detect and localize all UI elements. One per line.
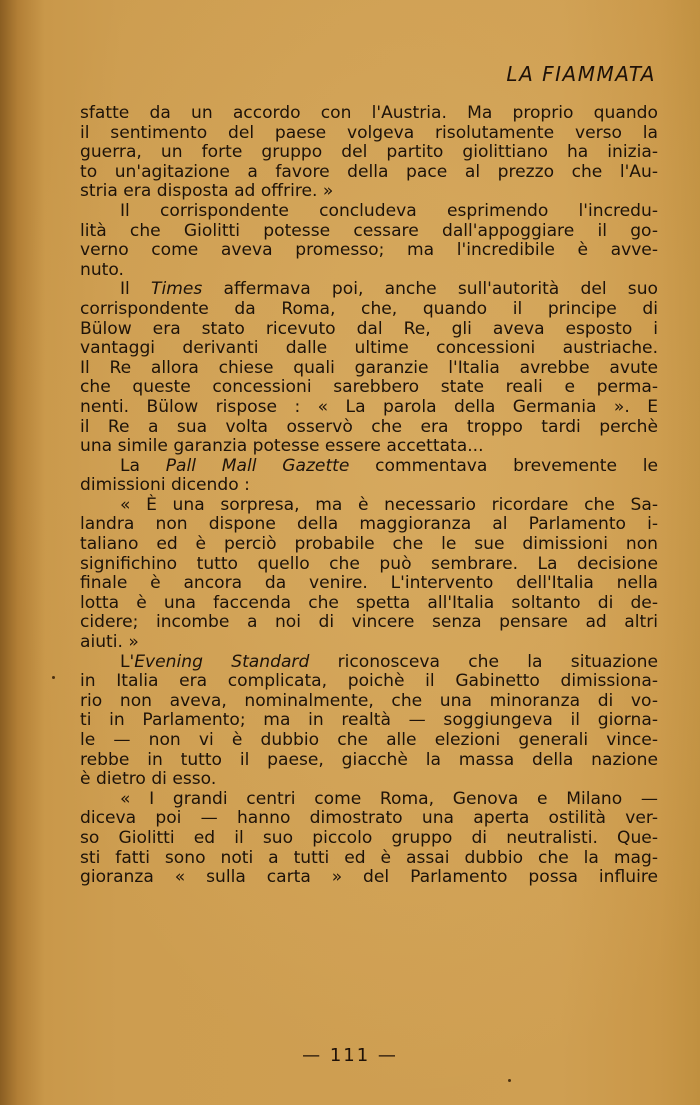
text-line: gioranza « sulla carta » del Parlamento possa influire [80, 867, 658, 888]
page-number: — 111 — [302, 1045, 398, 1066]
text-line: nenti. Bülow rispose : « La parola della Germania ». E [80, 396, 658, 417]
running-header: LA FIAMMATA [506, 62, 656, 86]
text-line: il Re a sua volta osservò che era troppo tardi perchè [80, 416, 658, 437]
text-line: una simile garanzia potesse essere accettata... [80, 436, 484, 457]
text-line: so Giolitti ed il suo piccolo gruppo di neutralisti. Que- [80, 827, 658, 848]
text-line: lotta è una faccenda che spetta all'Italia soltanto di de- [80, 592, 658, 613]
text-line: stria era disposta ad offrire. » [80, 181, 334, 202]
text-line: taliano ed è perciò probabile che le sue dimissioni non [80, 534, 658, 555]
italic-title: Pall Mall Gazette [165, 455, 350, 476]
text-line: « I grandi centri come Roma, Genova e Milano — [120, 788, 658, 809]
text-line: vantaggi derivanti dalle ultime concessioni austriache. [80, 338, 658, 359]
text-line: che queste concessioni sarebbero state reali e perma- [80, 377, 658, 398]
text-line: verno come aveva promesso; ma l'incredibile è avve- [80, 240, 658, 261]
text-line: lità che Giolitti potesse cessare dall'appoggiare il go- [80, 220, 658, 241]
text-line: le — non vi è dubbio che alle elezioni generali vince- [80, 730, 658, 750]
text-line: dimissioni dicendo : [80, 475, 250, 496]
text-line: in Italia era complicata, poichè il Gabinetto dimissiona- [80, 671, 658, 692]
text-line: to un'agitazione a favore della pace al prezzo che l'Au- [80, 161, 658, 182]
text-line: diceva poi — hanno dimostrato una aperta ostilità ver- [80, 808, 658, 829]
ink-speck [508, 1079, 511, 1082]
text-line: il sentimento del paese volgeva risolutamente verso la [80, 122, 658, 143]
text-line: L'Evening Standard riconosceva che la situazione [120, 651, 658, 672]
page-body-text [80, 104, 658, 888]
text-line: è dietro di esso. [80, 769, 217, 790]
text-line: significhino tutto quello che può sembrare. La decisione [80, 553, 658, 574]
text-line: La Pall Mall Gazette commentava brevemente le [120, 455, 659, 476]
text-line: « È una sorpresa, ma è necessario ricordare che Sa- [120, 494, 658, 515]
text-line: nuto. [80, 259, 124, 280]
text-line: Il Re allora chiese quali garanzie l'Italia avrebbe avute [80, 357, 658, 378]
text-line: guerra, un forte gruppo del partito giolittiano ha inizia- [80, 142, 658, 163]
text-line: Bülow era stato ricevuto dal Re, gli aveva esposto i [80, 318, 658, 339]
text-line: landra non dispone della maggioranza al Parlamento i- [80, 514, 658, 535]
text-line: rebbe in tutto il paese, giacchè la massa della nazione [80, 749, 658, 770]
text-line: finale è ancora da venire. L'intervento dell'Italia nella [80, 573, 658, 594]
text-line: Il Times affermava poi, anche sull'autorità del suo [120, 279, 658, 300]
text-line: sti fatti sono noti a tutti ed è assai dubbio che la mag- [80, 847, 658, 868]
text-line: aiuti. » [80, 632, 139, 653]
text-line: Il corrispondente concludeva esprimendo l'incredu- [120, 200, 658, 221]
text-line: ti in Parlamento; ma in realtà — soggiungeva il giorna- [80, 710, 658, 731]
text-line: rio non aveva, nominalmente, che una minoranza di vo- [80, 690, 658, 711]
ink-speck [52, 676, 55, 679]
text-line: sfatte da un accordo con l'Austria. Ma proprio quando [80, 103, 658, 123]
text-line: cidere; incombe a noi di vincere senza pensare ad altri [80, 612, 658, 633]
italic-title: Evening Standard [134, 651, 310, 672]
italic-title: Times [151, 279, 203, 300]
text-line: corrispondente da Roma, che, quando il principe di [80, 298, 658, 319]
